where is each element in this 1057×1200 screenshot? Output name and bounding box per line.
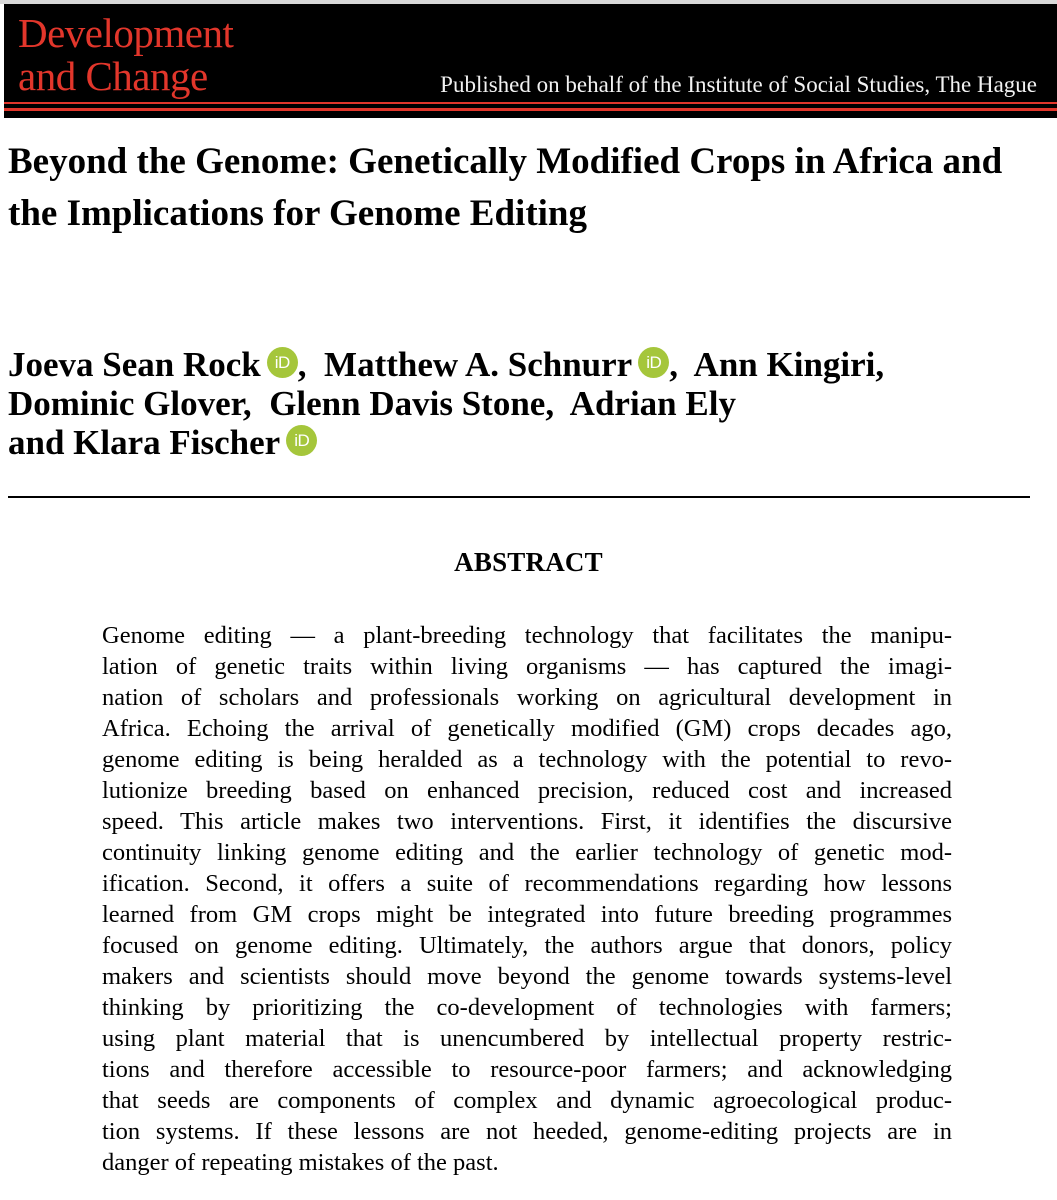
journal-header — [4, 4, 1057, 118]
author-line-2 — [8, 384, 1038, 423]
abstract-line: thinking by prioritizing the co-development of technologies with farmers; — [102, 994, 952, 1021]
author-name: Joeva Sean Rock — [8, 345, 261, 384]
journal-logo — [18, 12, 233, 98]
abstract-line: Africa. Echoing the arrival of genetically modified (GM) crops decades ago, — [102, 715, 952, 742]
abstract-line: speed. This article makes two interventions. First, it identifies the discursive — [102, 808, 952, 835]
abstract-body — [102, 620, 952, 1178]
author-list — [8, 345, 1038, 462]
abstract-line: lation of genetic traits within living organisms — has captured the imagi- — [102, 653, 952, 680]
abstract-line: danger of repeating mistakes of the past. — [102, 1149, 499, 1176]
orcid-icon[interactable]: iD — [286, 425, 317, 456]
author-name: Ann Kingiri, — [693, 345, 885, 384]
orcid-icon[interactable]: iD — [638, 347, 669, 378]
author-name: Adrian Ely — [569, 384, 736, 423]
author-name: and Klara Fischer — [8, 423, 281, 462]
abstract-line: using plant material that is unencumbered by intellectual property restric- — [102, 1025, 952, 1052]
abstract-line: that seeds are components of complex and dynamic agroecological produc- — [102, 1087, 952, 1114]
abstract-line: tions and therefore accessible to resource-poor farmers; and acknowledging — [102, 1056, 952, 1083]
abstract-line: continuity linking genome editing and the earlier technology of genetic mod- — [102, 839, 952, 866]
author-name: Glenn Davis Stone, — [269, 384, 555, 423]
author-name: Dominic Glover, — [8, 384, 252, 423]
section-divider — [8, 496, 1030, 498]
author-line-3 — [8, 423, 1038, 462]
abstract-line: nation of scholars and professionals working on agricultural development in — [102, 684, 952, 711]
abstract-line: lutionize breeding based on enhanced precision, reduced cost and increased — [102, 777, 952, 804]
header-rule-thin — [4, 102, 1057, 104]
abstract-line: learned from GM crops might be integrated into future breeding programmes — [102, 901, 952, 928]
author-name: Matthew A. Schnurr — [324, 345, 633, 384]
orcid-icon[interactable]: iD — [267, 347, 298, 378]
header-rule-thick — [4, 108, 1057, 111]
abstract-heading: ABSTRACT — [454, 547, 603, 577]
publisher-note: Published on behalf of the Institute of Social Studies, The Hague — [440, 72, 1037, 97]
abstract-line: ification. Second, it offers a suite of recommendations regarding how lessons — [102, 870, 952, 897]
article-title: Beyond the Genome: Genetically Modified Crops in Africa and the Implications for Genome Editing — [8, 141, 1003, 234]
abstract-line: genome editing is being heralded as a technology with the potential to revo- — [102, 746, 952, 773]
journal-name-line2: and Change — [18, 53, 208, 99]
abstract-line: focused on genome editing. Ultimately, the authors argue that donors, policy — [102, 932, 952, 959]
author-line-1: Joeva Sean Rock iD , Matthew A. Schnurr iD , Ann Kingiri, — [8, 345, 885, 384]
journal-name-line1: Development — [18, 10, 234, 56]
abstract-line: Genome editing — a plant-breeding technology that facilitates the manipu- — [102, 622, 952, 649]
abstract-line: tion systems. If these lessons are not heeded, genome-editing projects are in — [102, 1118, 952, 1145]
abstract-line: makers and scientists should move beyond the genome towards systems-level — [102, 963, 952, 990]
